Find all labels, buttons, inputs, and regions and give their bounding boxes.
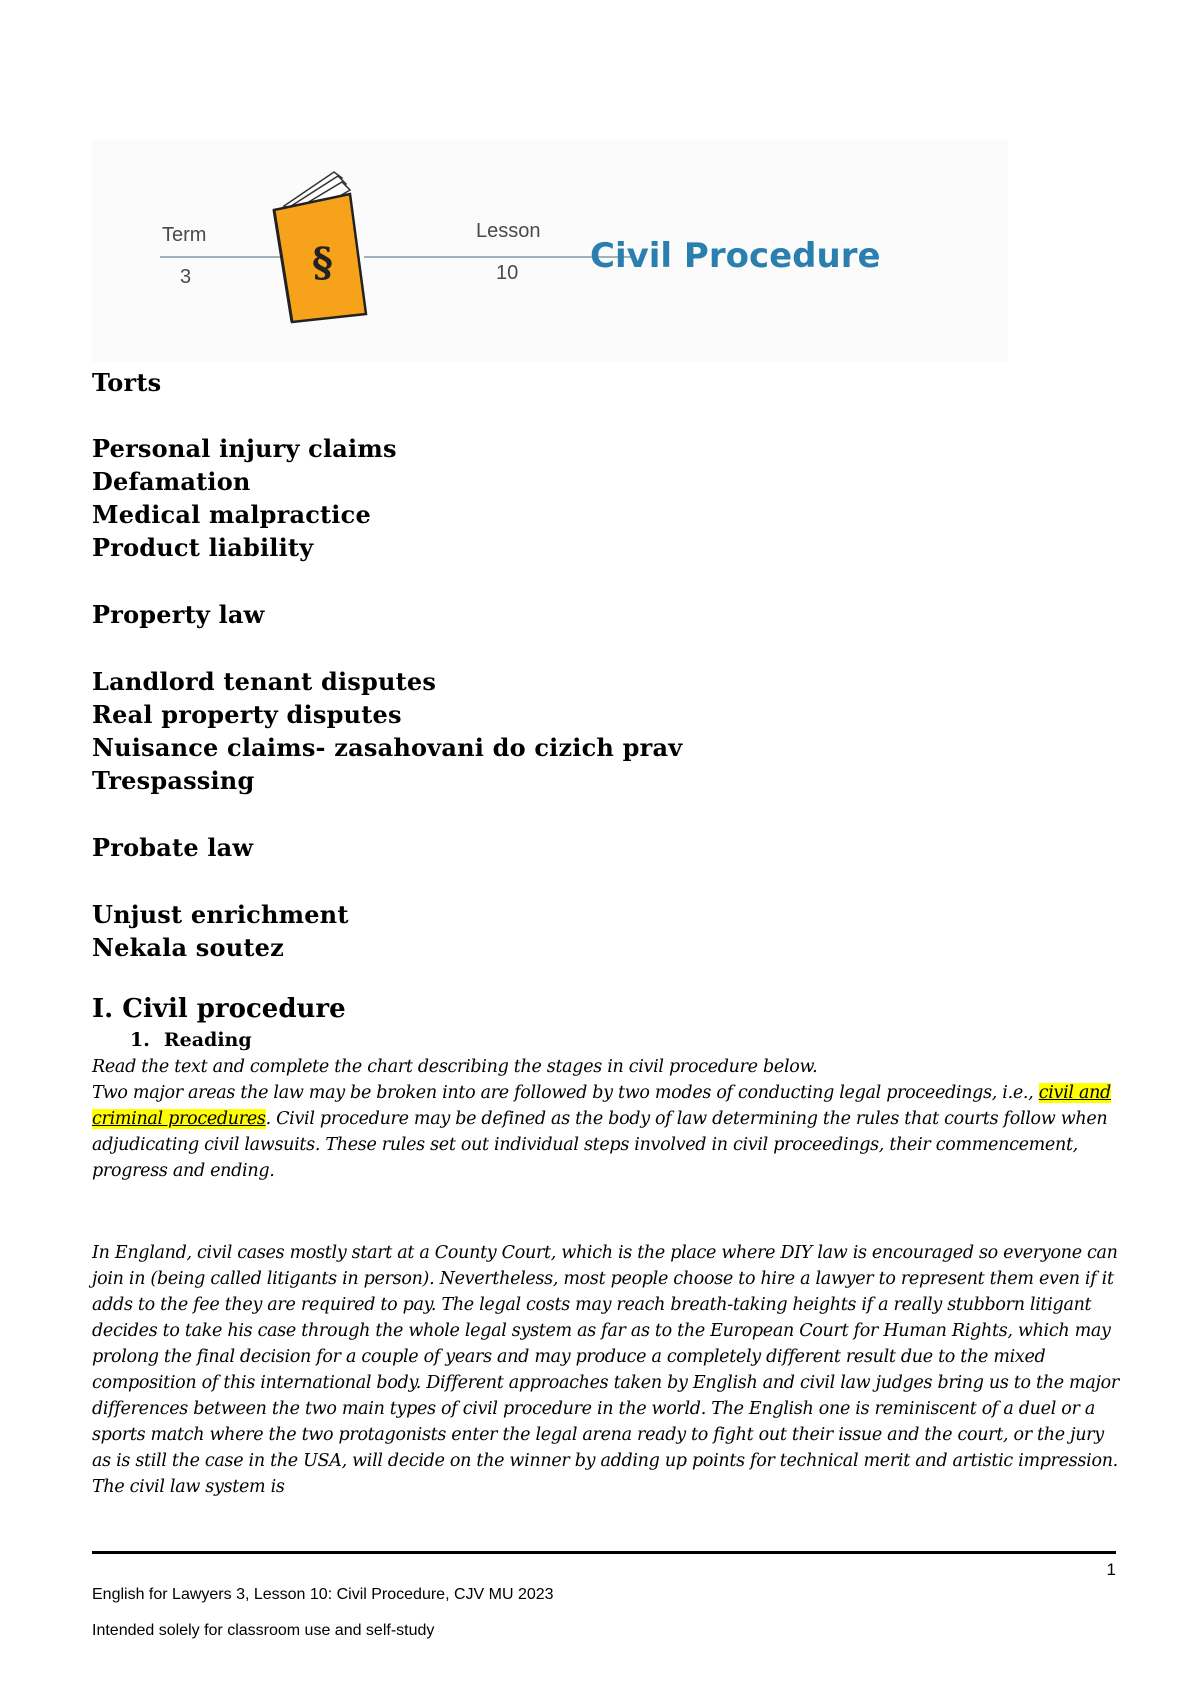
term-number: 3	[180, 266, 192, 288]
reading-paragraph-1: Two major areas the law may be broken into are followed by two modes of conducting legal proceedings, i.e., civil and criminal procedures. Civil procedure may be defined as the body of law determining the rules that courts follow when adjudicating civil lawsuits. These rules set out individual steps involved in civil proceedings, their commencement, progress and ending.	[92, 1083, 1111, 1181]
reading-instruction: Read the text and complete the chart describing the stages in civil procedure below.	[92, 1057, 818, 1077]
reading-intro	[92, 1054, 1122, 1184]
page-number: 1	[1106, 1560, 1116, 1579]
lesson-banner	[92, 140, 1008, 362]
topic-real-property: Real property disputes	[92, 700, 402, 729]
lesson-label: Lesson	[476, 220, 541, 242]
banner-title: Civil Procedure	[590, 236, 881, 276]
lesson-number: 10	[496, 262, 519, 284]
topic-probate-law: Probate law	[92, 833, 254, 862]
law-book-icon	[264, 166, 374, 326]
topic-torts: Torts	[92, 368, 162, 397]
footer-divider	[92, 1551, 1116, 1554]
topic-unjust-enrichment: Unjust enrichment	[92, 900, 349, 929]
footer-usage-line: Intended solely for classroom use and self-study	[92, 1622, 435, 1639]
topic-nuisance: Nuisance claims- zasahovani do cizich prav	[92, 733, 683, 762]
reading-paragraph-2: In England, civil cases mostly start at a County Court, which is the place where DIY law is encouraged so everyone can join in (being called litigants in person). Nevertheless, most people choose to hire a lawyer to represent them even if it adds to the fee they are required to pay. The legal costs may reach breath-taking heights if a really stubborn litigant decides to take his case through the whole legal system as far as to the European Court for Human Rights, which may prolong the final decision for a couple of years and may produce a completely different result due to the mixed composition of this international body. Different approaches taken by English and civil law judges bring us to the major differences between the two main types of civil procedure in the world. The English one is reminiscent of a duel or a sports match where the two protagonists enter the legal arena ready to fight out their issue and the court, or the jury as is still the case in the USA, will decide on the winner by adding up points for technical merit and artistic impression. The civil law system is	[92, 1243, 1119, 1497]
topic-trespassing: Trespassing	[92, 766, 255, 795]
topic-defamation: Defamation	[92, 467, 251, 496]
topic-landlord-tenant: Landlord tenant disputes	[92, 667, 437, 696]
section-title: I. Civil procedure	[92, 994, 346, 1024]
topic-personal-injury: Personal injury claims	[92, 434, 397, 463]
term-label: Term	[162, 224, 207, 246]
topic-medical-malpractice: Medical malpractice	[92, 500, 371, 529]
topic-nekala-soutez: Nekala soutez	[92, 933, 284, 962]
subsection-number: 1.	[130, 1029, 150, 1051]
section-symbol: §	[312, 239, 333, 286]
topic-property-law: Property law	[92, 600, 265, 629]
subsection-heading	[130, 1029, 252, 1051]
footer-course-line: English for Lawyers 3, Lesson 10: Civil Procedure, CJV MU 2023	[92, 1586, 554, 1603]
subsection-title: Reading	[163, 1029, 252, 1051]
highlighted-phrase: civil and criminal procedures	[92, 1083, 1111, 1129]
topic-product-liability: Product liability	[92, 533, 314, 562]
